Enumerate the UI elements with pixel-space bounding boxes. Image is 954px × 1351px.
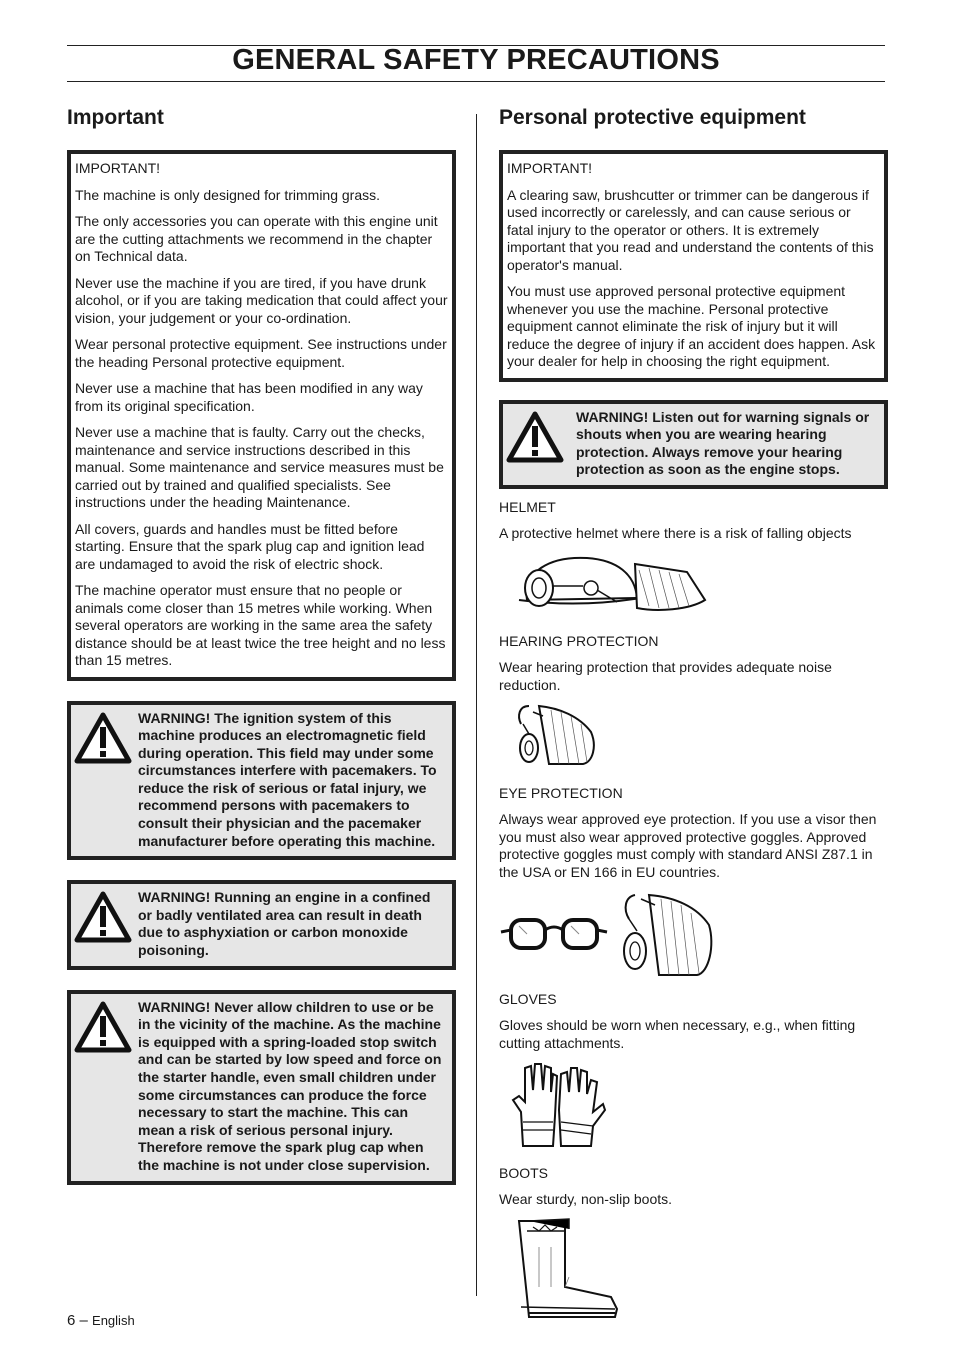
page-number: 6 –: [67, 1312, 88, 1329]
important-paragraph: Never use a machine that is faulty. Carry out the checks, maintenance and service instructions described in this manual. Some maintenance and service measures must be carried out by trained and qualified specialists. See instructions under the heading Maintenance.: [75, 424, 444, 510]
goggles-icon: [499, 904, 609, 964]
equipment-description: Wear sturdy, non-slip boots.: [499, 1191, 673, 1208]
important-box: [499, 150, 888, 382]
warning-text: WARNING! Listen out for warning signals or shouts when you are wearing hearing protection. Always remove your hearing protection as soon as the engine stops.: [576, 408, 870, 478]
ear-defender-icon: [499, 702, 888, 773]
important-paragraph: IMPORTANT!: [75, 160, 161, 176]
important-paragraph: You must use approved personal protective equipment whenever you use the machine. Personal protective equipment cannot eliminate the risk of injury but it will reduce the degree of injury if an accident does happen. Ask your dealer for help in choosing the right equipment.: [507, 283, 876, 369]
helmet-icon: [499, 550, 888, 621]
important-paragraph: The machine operator must ensure that no people or animals come closer than 15 metres while working. When several operators are working in the same area the safety distance should be at least twice the tree height and no less than 15 metres.: [75, 582, 446, 668]
page-footer: [67, 1312, 135, 1329]
important-box: [67, 150, 456, 681]
column-divider: [476, 114, 477, 1296]
important-paragraph: The machine is only designed for trimming grass.: [75, 186, 381, 203]
equipment-description: Always wear approved eye protection. If you use a visor then you must also wear approved protective goggles. Approved protective goggles must comply with standard ANSI Z87.1 in the USA or EN 166 in EU countries.: [499, 811, 877, 880]
equipment-label-eye: EYE PROTECTION: [499, 785, 623, 802]
equipment-description: A protective helmet where there is a risk of falling objects: [499, 524, 852, 541]
boots-icon: [499, 1217, 888, 1326]
right-column: [499, 106, 888, 1326]
title-underline: [67, 81, 885, 82]
warning-text: WARNING! Running an engine in a confined or badly ventilated area can result in death due to asphyxiation or carbon monoxide poisoning.: [138, 889, 431, 959]
warning-text: WARNING! The ignition system of this machine produces an electromagnetic field during operation. This field may under some circumstances interfere with pacemakers. To reduce the risk of serious or fatal injury, we recommend persons with pacemakers to consult their physician and the pacemaker manufacturer before operating this machine.: [138, 709, 437, 849]
visor-icon: [609, 889, 729, 979]
warning-text: WARNING! Never allow children to use or be in the vicinity of the machine. As the machine is equipped with a spring-loaded stop switch and can be started by low speed and force on the starter handle, even small children under some circumstances can produce the force necessary to start the machine. This can mean a risk of serious personal injury. Therefore remove the spark plug cap when the machine is not under close supervision.: [138, 998, 442, 1173]
equipment-label-gloves: GLOVES: [499, 991, 557, 1008]
important-paragraph: The only accessories you can operate with this engine unit are the cutting attachments we recommend in the chapter on Technical data.: [75, 213, 438, 264]
warning-triangle-icon: [74, 710, 138, 851]
warning-triangle-icon: [506, 409, 576, 479]
important-paragraph: Wear personal protective equipment. See instructions under the heading Personal protective equipment.: [75, 336, 447, 370]
important-paragraph: Never use the machine if you are tired, if you have drunk alcohol, or if you are taking medication that could affect your vision, your judgement or your co-ordination.: [75, 274, 448, 326]
equipment-description: Gloves should be worn when necessary, e.g., when fitting cutting attachments.: [499, 1017, 856, 1051]
important-paragraph: All covers, guards and handles must be fitted before starting. Ensure that the spark plug cap and ignition lead are undamaged to avoid the risk of electric shock.: [75, 520, 425, 572]
footer-language: English: [92, 1313, 135, 1328]
warning-box-hearing: [499, 400, 888, 489]
important-paragraph: Never use a machine that has been modified in any way from its original specification.: [75, 380, 423, 414]
section-heading-ppe: Personal protective equipment: [499, 106, 806, 129]
section-heading-important: Important: [67, 106, 164, 129]
important-paragraph: A clearing saw, brushcutter or trimmer can be dangerous if used incorrectly or carelessly, and can cause serious or fatal injury to the operator or others. It is extremely important that you read and understand the contents of this operator's manual.: [507, 186, 874, 273]
eye-protection-images: [499, 889, 888, 979]
warning-triangle-icon: [74, 889, 138, 959]
warning-box-children: [67, 990, 456, 1185]
warning-box-ventilation: [67, 880, 456, 969]
left-column: [67, 106, 456, 1185]
equipment-label-boots: BOOTS: [499, 1165, 549, 1182]
warning-triangle-icon: [74, 999, 138, 1175]
important-paragraph: IMPORTANT!: [507, 160, 593, 176]
warning-box-pacemaker: [67, 701, 456, 861]
equipment-label-helmet: HELMET: [499, 498, 556, 515]
page-title: GENERAL SAFETY PRECAUTIONS: [232, 44, 720, 76]
gloves-icon: [499, 1060, 888, 1153]
equipment-label-hearing: HEARING PROTECTION: [499, 633, 659, 650]
equipment-description: Wear hearing protection that provides adequate noise reduction.: [499, 659, 832, 693]
